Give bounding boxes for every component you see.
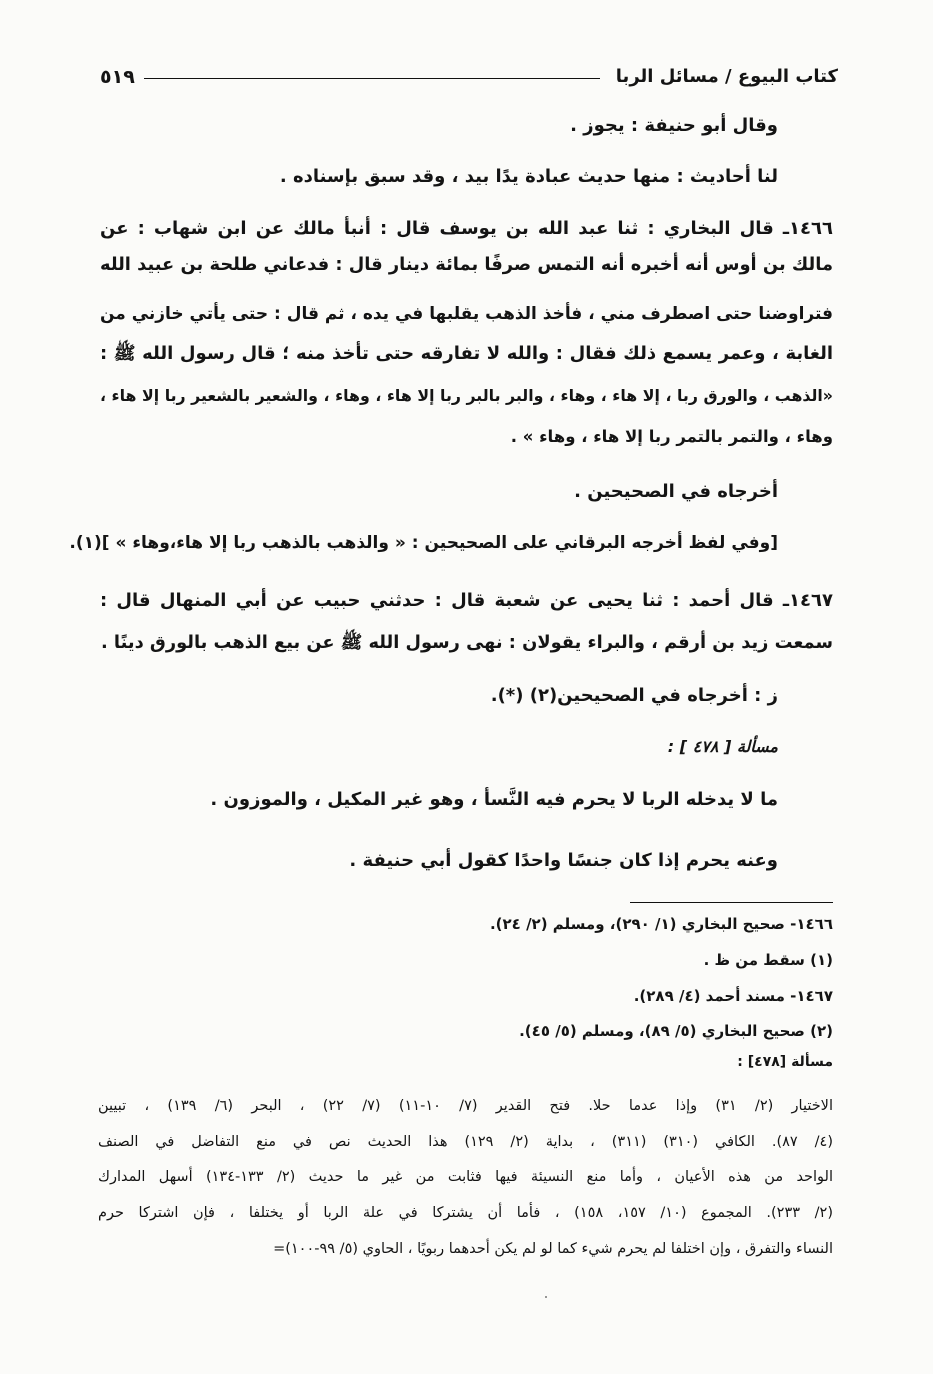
hadith-1467-line: سمعت زيد بن أرقم ، والبراء يقولان : نهى رسول الله ﷺ عن بيع الذهب بالورق دينًا . <box>100 632 833 653</box>
footnote-line: الواحد من هذه الأعيان ، وأما منع النسيئة فيها فثابت من غير ما حديث (٢/ ١٣٣-١٣٤) أسهل المدارك <box>98 1169 833 1185</box>
footnote-line: (١) سقط من ظ . <box>703 951 833 969</box>
footnote-line: (٢) صحيح البخاري (٥/ ٨٩)، ومسلم (٥/ ٤٥). <box>519 1022 833 1040</box>
hadith-quote-line: وهاء ، والتمر بالتمر ربا إلا هاء ، وهاء » . <box>510 427 833 446</box>
footnote-line: ١٤٦٧- مسند أحمد (٤/ ٢٨٩). <box>633 987 833 1005</box>
footnote-line: (٢/ ٢٣٣). المجموع (١٠/ ١٥٧، ١٥٨) ، فأما أن يشتركا في علة الربا أو يختلفا ، فإن اشتركا حرم <box>98 1205 833 1221</box>
chapter-title: كتاب البيوع / مسائل الربا <box>615 66 838 87</box>
issue-text: ما لا يدخله الربا لا يحرم فيه النَّسأ ، وهو غير المكيل ، والموزون . <box>210 789 778 810</box>
footnote-separator <box>630 902 833 903</box>
footnote-line: الاختيار (٢/ ٣١) وإذا عدما حلا. فتح القدير (٧/ ١٠-١١) (٧/ ٢٢) ، البحر (٦/ ١٣٩) ، تبيين <box>98 1098 833 1114</box>
bracketed-note: [وفي لفظ أخرجه البرقاني على الصحيحين : « والذهب بالذهب ربا إلا هاء،وهاء » ](١). <box>69 533 778 553</box>
issue-text: وعنه يحرم إذا كان جنسًا واحدًا كقول أبي حنيفة . <box>349 850 778 871</box>
hadith-1466-line: فتراوضنا حتى اصطرف مني ، فأخذ الذهب يقلبها في يده ، ثم قال : حتى يأتي خازني من <box>100 304 833 324</box>
body-line: لنا أحاديث : منها حديث عبادة يدًا بيد ، وقد سبق بإسناده . <box>279 166 778 187</box>
issue-heading: مسألة [ ٤٧٨ ] : <box>667 737 778 756</box>
takhrij-line: ز : أخرجاه في الصحيحين(٢) (*). <box>490 685 778 706</box>
footnote-line: ١٤٦٦- صحيح البخاري (١/ ٢٩٠)، ومسلم (٢/ ٢٤). <box>489 915 833 933</box>
hadith-1466-line: الغابة ، وعمر يسمع ذلك فقال : والله لا تفارقه حتى تأخذ منه ؛ قال رسول الله ﷺ : <box>100 343 833 364</box>
footnote-line: النساء والتفرق ، وإن اختلفا لم يحرم شيء كما لو لم يكن أحدهما ربويًا ، الحاوي (٥/ ٩٩-١٠٠)= <box>273 1241 833 1257</box>
page-number: ٥١٩ <box>100 66 135 88</box>
hadith-1466-line: ١٤٦٦ـ قال البخاري : ثنا عبد الله بن يوسف قال : أنبأ مالك عن ابن شهاب : عن <box>100 218 833 239</box>
footnote-issue-heading: مسألة [٤٧٨] : <box>737 1054 833 1070</box>
footnote-line: (٤/ ٨٧). الكافي (٣١٠) (٣١١) ، بداية (٢/ ١٢٩) هذا الحديث نص في منع التفاضل في الصنف <box>98 1134 833 1150</box>
scan-speck <box>545 1296 547 1298</box>
hadith-1467-line: ١٤٦٧ـ قال أحمد : ثنا يحيى عن شعبة قال : حدثني حبيب عن أبي المنهال قال : <box>100 590 833 611</box>
hadith-1466-line: مالك بن أوس أنه أخبره أنه التمس صرفًا بمائة دينار قال : فدعاني طلحة بن عبيد الله <box>100 254 833 275</box>
body-line: أخرجاه في الصحيحين . <box>574 481 778 502</box>
running-header <box>100 66 838 92</box>
body-line: وقال أبو حنيفة : يجوز . <box>570 115 778 136</box>
header-rule <box>144 78 600 79</box>
hadith-quote-line: «الذهب ، والورق ربا ، إلا هاء ، وهاء ، والبر بالبر ربا إلا هاء ، وهاء ، والشعير بالشعير ربا إلا هاء ، <box>100 386 833 405</box>
